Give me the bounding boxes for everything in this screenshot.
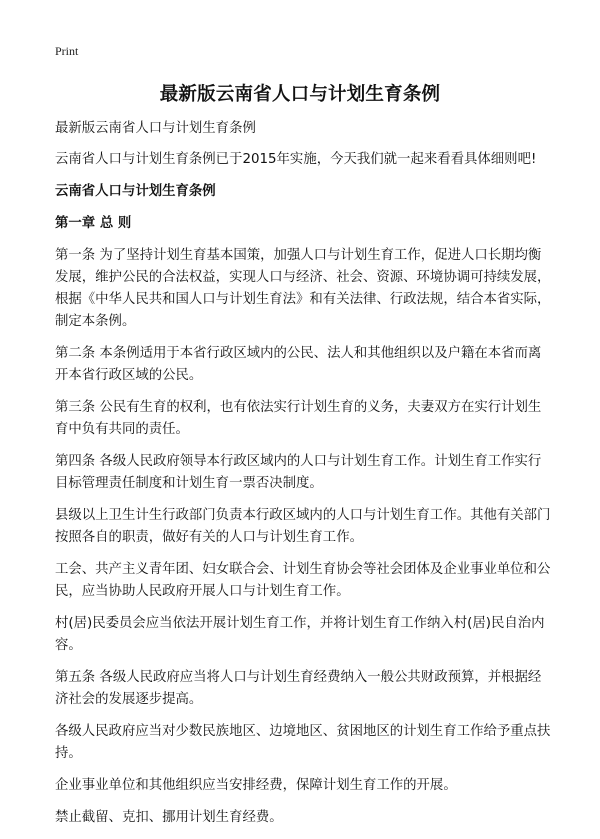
article-1-paragraph: 第一条 为了坚持计划生育基本国策，加强人口与计划生育工作，促进人口长期均衡发展，维护公民的合法权益，实现人口与经济、社会、资源、环境协调可持续发展，根据《中华人民共和国人口与计划生育法》和有关法律、行政法规，结合本省实际，制定本条例。	[55, 248, 551, 329]
article-intro: 云南省人口与计划生育条例已于2015年实施，今天我们就一起来看看具体细则吧!	[55, 152, 537, 167]
article-4-paragraph: 第四条 各级人民政府领导本行政区域内的人口与计划生育工作。计划生育工作实行目标管理责任制度和计划生育一票否决制度。	[55, 454, 542, 491]
article-5-paragraph: 第五条 各级人民政府应当将人口与计划生育经费纳入一般公共财政预算，并根据经济社会的发展逐步提高。	[55, 670, 542, 707]
article-4-clause-3: 工会、共产主义青年团、妇女联合会、计划生育协会等社会团体及企业事业单位和公民，应当协助人民政府开展人口与计划生育工作。	[55, 562, 551, 599]
article-3-paragraph: 第三条 公民有生育的权利，也有依法实行计划生育的义务，夫妻双方在实行计划生育中负有共同的责任。	[55, 400, 542, 437]
article-4-clause-2: 县级以上卫生计生行政部门负责本行政区域内的人口与计划生育工作。其他有关部门按照各自的职责，做好有关的人口与计划生育工作。	[55, 508, 551, 545]
article-5-clause-2: 各级人民政府应当对少数民族地区、边境地区、贫困地区的计划生育工作给予重点扶持。	[55, 724, 551, 761]
article-5-clause-4: 禁止截留、克扣、挪用计划生育经费。	[55, 810, 283, 825]
article-subtitle: 最新版云南省人口与计划生育条例	[55, 121, 256, 136]
regulation-title: 云南省人口与计划生育条例	[55, 184, 216, 199]
article-5-clause-3: 企业事业单位和其他组织应当安排经费，保障计划生育工作的开展。	[55, 778, 457, 793]
article-2-paragraph: 第二条 本条例适用于本省行政区域内的公民、法人和其他组织以及户籍在本省而离开本省行政区域的公民。	[55, 346, 542, 383]
chapter-title: 第一章 总 则	[55, 216, 132, 231]
page-title: 最新版云南省人口与计划生育条例	[159, 84, 441, 105]
article-body	[55, 118, 553, 839]
print-label: Print	[55, 44, 79, 58]
article-4-clause-4: 村(居)民委员会应当依法开展计划生育工作，并将计划生育工作纳入村(居)民自治内容。	[55, 616, 545, 653]
